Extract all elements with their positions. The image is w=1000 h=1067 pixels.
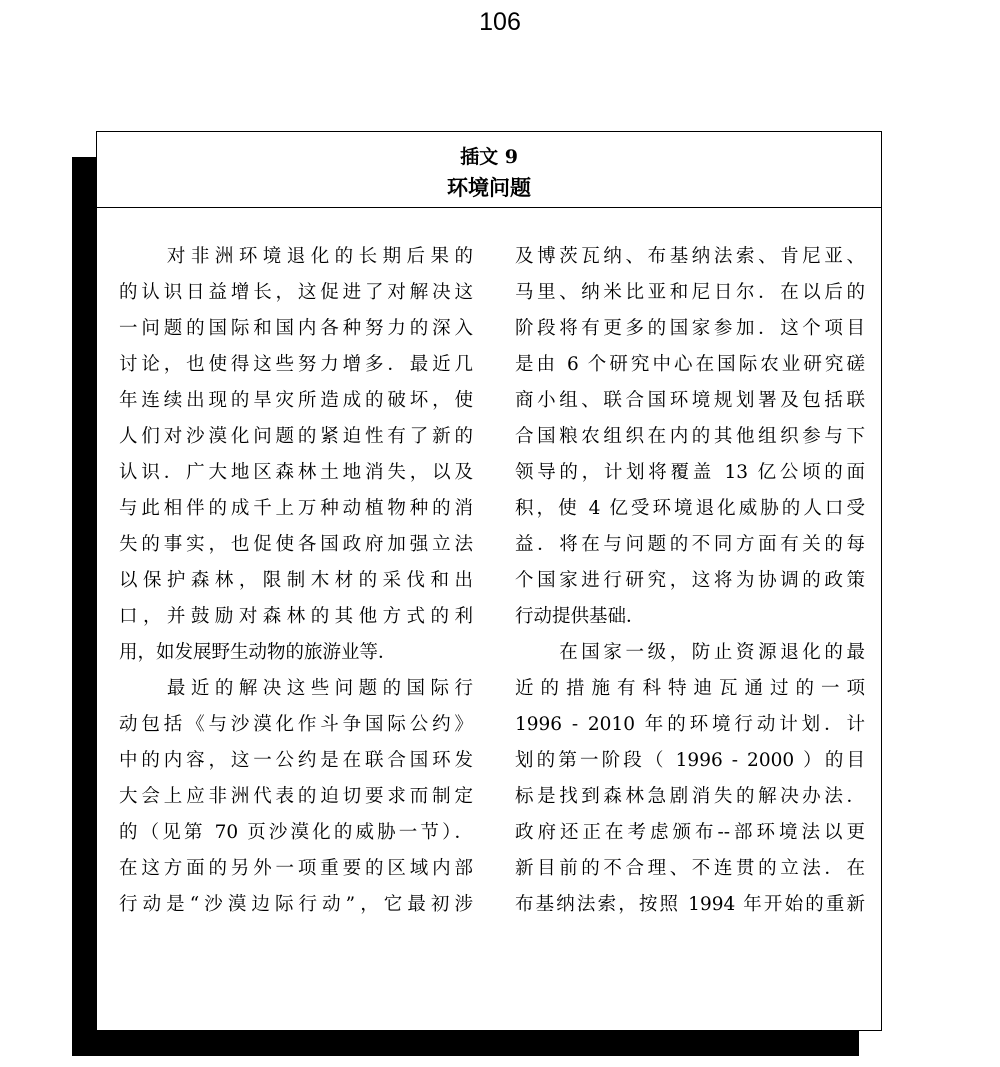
right-column [515,239,865,923]
text-line: 动包括《与沙漠化作斗争国际公约》 [119,714,473,735]
text-line: 对非洲环境退化的长期后果的 [119,246,473,267]
text-line: 用，如发展野生动物的旅游业等． [119,642,397,663]
text-line: 讨论，也使得这些努力增多．最近几 [119,354,473,375]
text-line: 近的措施有科特迪瓦通过的一项 [515,678,865,699]
text-line: 划的第一阶段（ 1996 - 2000 ）的目 [515,750,865,771]
text-line: 积，使 4 亿受环境退化威胁的人口受 [515,498,865,519]
text-line: 及博茨瓦纳、布基纳法索、肯尼亚、 [515,246,865,267]
text-line: 1996 - 2010 年的环境行动计划．计 [515,714,865,735]
page-number: 106 [479,8,521,36]
text-line: 认识．广大地区森林土地消失，以及 [119,462,473,483]
text-line: 益．将在与问题的不同方面有关的每 [515,534,865,555]
text-line: 阶段将有更多的国家参加．这个项目 [515,318,865,339]
box-label: 插文 9 [460,146,518,168]
text-line: 标是找到森林急剧消失的解决办法． [515,786,865,807]
text-line: 口，并鼓励对森林的其他方式的利 [119,606,473,627]
text-line: 合国粮农组织在内的其他组织参与下 [515,426,865,447]
text-line: 最近的解决这些问题的国际行 [119,678,473,699]
text-line: 大会上应非洲代表的迫切要求而制定 [119,786,473,807]
text-line: 个国家进行研究，这将为协调的政策 [515,570,865,591]
text-line: 失的事实，也促使各国政府加强立法 [119,534,473,555]
text-line: 在国家一级，防止资源退化的最 [515,642,865,663]
text-line: 新目前的不合理、不连贯的立法．在 [515,858,865,879]
text-line: 与此相伴的成千上万种动植物种的消 [119,498,473,519]
text-line: 行动提供基础． [515,606,645,627]
left-column [119,239,473,923]
text-line: 布基纳法索，按照 1994 年开始的重新 [515,894,865,915]
text-line: 以保护森林，限制木材的采伐和出 [119,570,473,591]
text-line: 行动是“沙漠边际行动”，它最初涉 [119,894,473,915]
text-line: 的（见第 70 页沙漠化的威胁一节）． [119,822,473,843]
text-line: 在这方面的另外一项重要的区域内部 [119,858,473,879]
text-line: 马里、纳米比亚和尼日尔．在以后的 [515,282,865,303]
text-line: 年连续出现的旱灾所造成的破坏，使 [119,390,473,411]
text-line: 是由 6 个研究中心在国际农业研究磋 [515,354,865,375]
box-title: 环境问题 [447,175,531,200]
text-line: 商小组、联合国环境规划署及包括联 [515,390,865,411]
text-line: 领导的，计划将覆盖 13 亿公顷的面 [515,462,865,483]
text-line: 人们对沙漠化问题的紧迫性有了新的 [119,426,473,447]
text-line: 政府还正在考虑颁布--部环境法以更 [515,822,865,843]
text-line: 的认识日益增长，这促进了对解决这 [119,282,473,303]
text-line: 一问题的国际和国内各种努力的深入 [119,318,473,339]
box-header [97,132,881,208]
text-line: 中的内容，这一公约是在联合国环发 [119,750,473,771]
boxed-insert [96,131,882,1031]
